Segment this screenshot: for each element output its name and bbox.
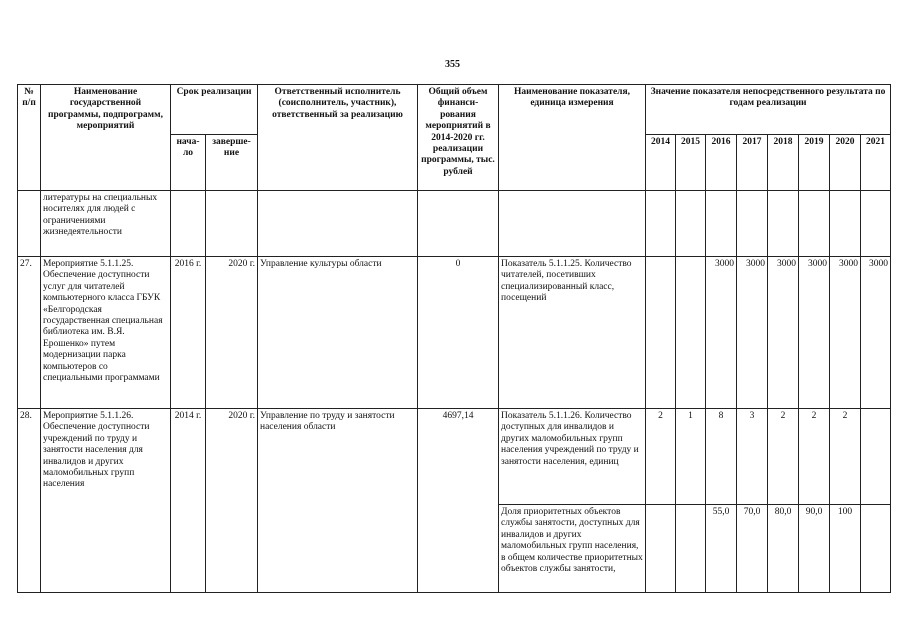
row-end: 2020 г. <box>206 257 258 409</box>
row-value <box>676 505 706 593</box>
row-volume: 4697,14 <box>418 409 499 593</box>
year-header: 2021 <box>861 135 891 191</box>
row-value: 80,0 <box>768 505 799 593</box>
row-value: 2 <box>830 409 861 505</box>
row-indicator-2: Доля приоритетных объектов службы занятости, доступных для инвалидов и других маломобильных групп населения, в общем количестве приоритетных объектов службы занятости, <box>499 505 646 593</box>
header-values: Значение показателя непосредственного результата по годам реализации <box>646 85 891 135</box>
row-number: 28. <box>18 409 41 593</box>
row-indicator: Показатель 5.1.1.26. Количество доступных для инвалидов и других маломобильных групп населения учреждений по труду и занятости населения, единиц <box>499 409 646 505</box>
row-value: 3000 <box>830 257 861 409</box>
row-value <box>676 257 706 409</box>
header-volume: Общий объем финанси-рования мероприятий в 2014-2020 гг. реализации программы, тыс. рублей <box>418 85 499 191</box>
table-row <box>18 257 891 409</box>
row-value: 3000 <box>861 257 891 409</box>
row-value: 1 <box>676 409 706 505</box>
year-header: 2018 <box>768 135 799 191</box>
year-header: 2015 <box>676 135 706 191</box>
year-header: 2019 <box>799 135 830 191</box>
row-value <box>861 409 891 505</box>
row-value <box>646 257 676 409</box>
row-executor: Управление по труду и занятости населения области <box>258 409 418 593</box>
year-header: 2016 <box>706 135 737 191</box>
row-number: 27. <box>18 257 41 409</box>
table-row-continuation <box>18 191 891 257</box>
header-indicator: Наименование показателя, единица измерения <box>499 85 646 191</box>
table-row <box>18 409 891 505</box>
row-value: 70,0 <box>737 505 768 593</box>
row-value: 2 <box>768 409 799 505</box>
row-start: 2016 г. <box>171 257 206 409</box>
continuation-name: литературы на специальных носителях для людей с ограничениями жизнедеятельности <box>41 191 171 257</box>
row-indicator: Показатель 5.1.1.25. Количество читателей, посетивших специализированный класс, посещений <box>499 257 646 409</box>
row-name: Мероприятие 5.1.1.26. Обеспечение доступности учреждений по труду и занятости населения для инвалидов и других маломобильных групп населения <box>41 409 171 593</box>
row-value: 3000 <box>706 257 737 409</box>
program-table <box>17 84 891 593</box>
row-value: 2 <box>646 409 676 505</box>
year-header: 2017 <box>737 135 768 191</box>
row-value: 100 <box>830 505 861 593</box>
header-executor: Ответственный исполнитель (соисполнитель, участник), ответственный за реализацию <box>258 85 418 191</box>
row-value: 8 <box>706 409 737 505</box>
row-end: 2020 г. <box>206 409 258 593</box>
header-name: Наименование государственной программы, подпрограмм, мероприятий <box>41 85 171 191</box>
row-name: Мероприятие 5.1.1.25. Обеспечение доступности услуг для читателей компьютерного класса ГБУК «Белгородская государственная специальная библиотека им. В.Я. Ерошенко» путем модернизации парка компьютеров со специальными программами <box>41 257 171 409</box>
header-term-start: нача-ло <box>171 135 206 191</box>
row-value: 2 <box>799 409 830 505</box>
row-value <box>646 505 676 593</box>
row-volume: 0 <box>418 257 499 409</box>
row-value: 90,0 <box>799 505 830 593</box>
row-value <box>861 505 891 593</box>
row-executor: Управление культуры области <box>258 257 418 409</box>
row-value: 55,0 <box>706 505 737 593</box>
year-header: 2020 <box>830 135 861 191</box>
row-value: 3000 <box>799 257 830 409</box>
header-num: № п/п <box>18 85 41 191</box>
row-value: 3 <box>737 409 768 505</box>
header-term: Срок реализации <box>171 85 258 135</box>
row-value: 3000 <box>737 257 768 409</box>
header-term-end: заверше-ние <box>206 135 258 191</box>
page-number: 355 <box>445 59 460 70</box>
row-start: 2014 г. <box>171 409 206 593</box>
row-value: 3000 <box>768 257 799 409</box>
year-header: 2014 <box>646 135 676 191</box>
header-row-1 <box>18 85 891 135</box>
